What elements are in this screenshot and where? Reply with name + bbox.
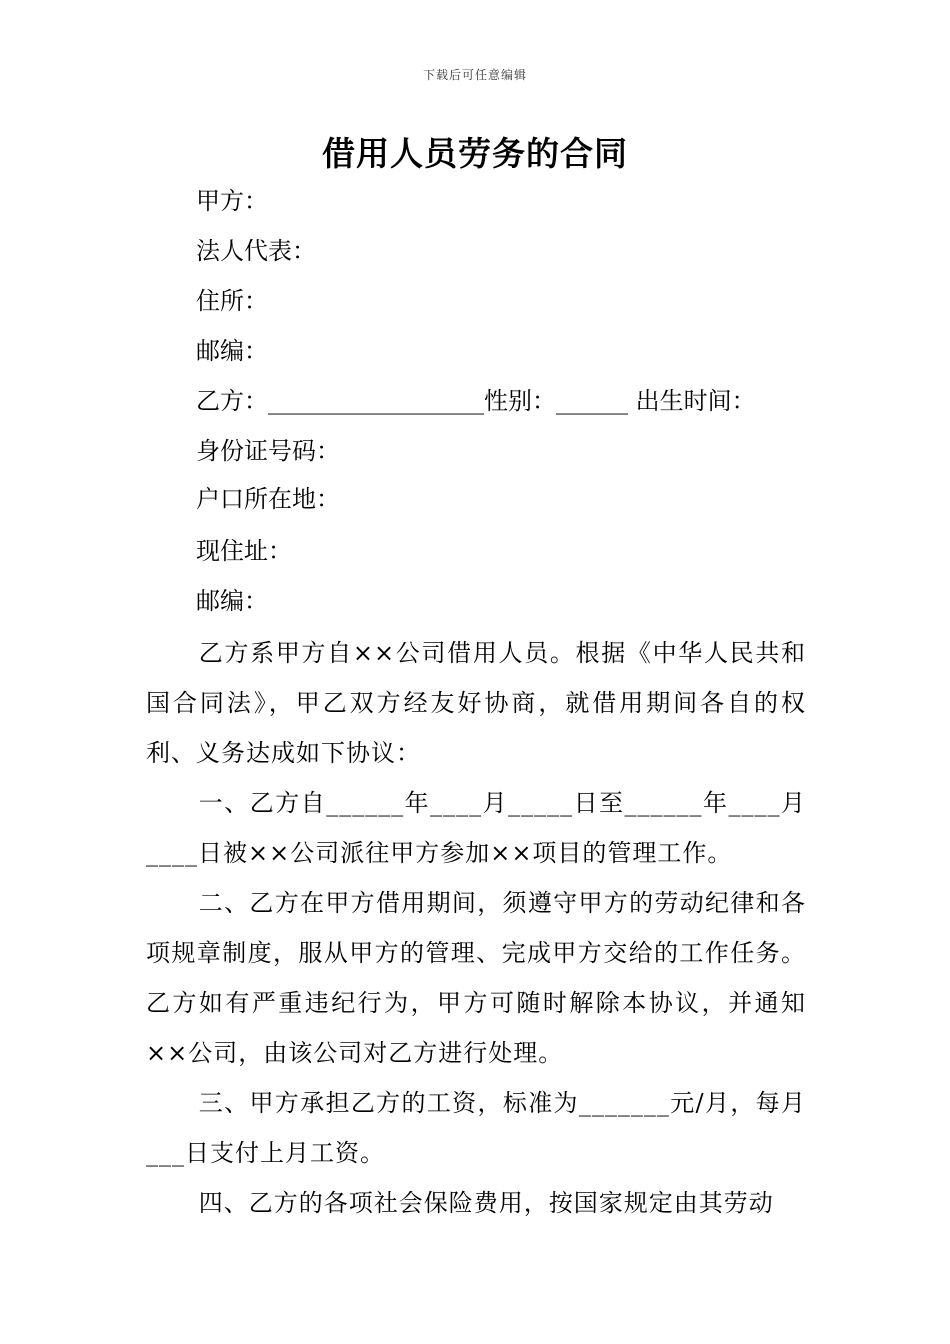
paragraph-clause-2: 二、乙方在甲方借用期间，须遵守甲方的劳动纪律和各项规章制度，服从甲方的管理、完成甲方交给的工作任务。乙方如有严重违纪行为，甲方可随时解除本协议，并通知××公司，由该公司对乙方进行处理。 bbox=[146, 889, 806, 1067]
field-hukou: 户口所在地： bbox=[196, 485, 340, 513]
field-party-a: 甲方： bbox=[196, 187, 268, 215]
field-party-b: 乙方：__________________性别：______ 出生时间： bbox=[196, 387, 756, 415]
field-current-address: 现住址： bbox=[196, 537, 292, 565]
document-title: 借用人员劳务的合同 bbox=[322, 134, 628, 173]
paragraph-clause-1: 一、乙方自______年____月_____日至______年____月____日被××公司派往甲方参加××项目的管理工作。 bbox=[146, 789, 806, 867]
field-postcode-a: 邮编： bbox=[196, 337, 268, 365]
contract-body bbox=[146, 628, 806, 1228]
field-postcode-b: 邮编： bbox=[196, 587, 268, 615]
paragraph-clause-3: 三、甲方承担乙方的工资，标准为_______元/月，每月___日支付上月工资。 bbox=[146, 1089, 806, 1167]
paragraph-intro: 乙方系甲方自××公司借用人员。根据《中华人民共和国合同法》，甲乙双方经友好协商，就借用期间各自的权利、义务达成如下协议： bbox=[146, 639, 806, 767]
field-id-number: 身份证号码： bbox=[196, 437, 340, 465]
field-address: 住所： bbox=[196, 287, 268, 315]
header-note: 下载后可任意编辑 bbox=[422, 68, 527, 82]
field-legal-rep: 法人代表： bbox=[196, 237, 316, 265]
paragraph-clause-4: 四、乙方的各项社会保险费用，按国家规定由其劳动 bbox=[198, 1189, 774, 1217]
